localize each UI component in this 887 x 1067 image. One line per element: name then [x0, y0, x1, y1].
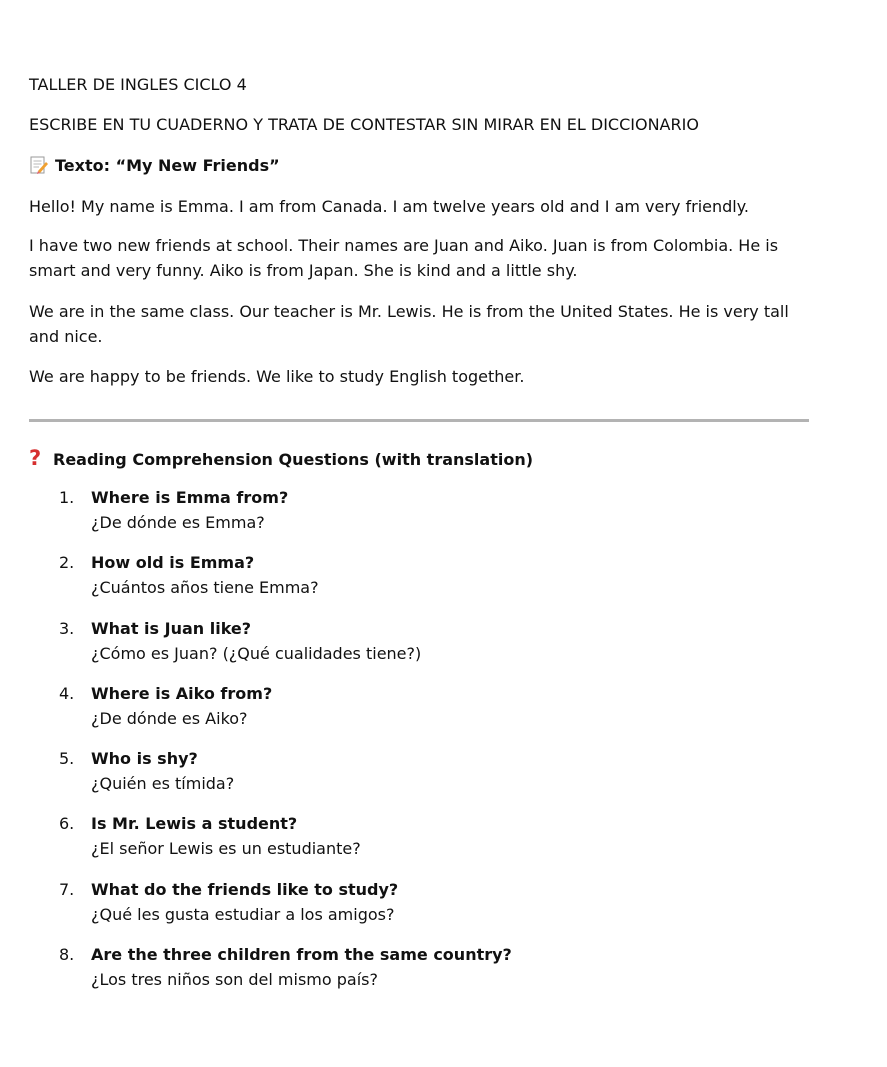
worksheet-title: TALLER DE INGLES CICLO 4 — [29, 75, 247, 94]
question-english: What do the friends like to study? — [91, 879, 399, 899]
question-english: Are the three children from the same country? — [91, 945, 512, 965]
question-item — [29, 550, 819, 615]
question-spanish: ¿Cómo es Juan? (¿Qué cualidades tiene?) — [91, 643, 422, 663]
question-spanish: ¿Quién es tímida? — [91, 774, 235, 794]
reading-paragraph-4: We are happy to be friends. We like to study English together. — [29, 367, 525, 386]
question-number: 7. — [59, 879, 75, 899]
question-number: 4. — [59, 683, 75, 703]
questions-heading — [29, 446, 533, 472]
question-mark-icon: ? — [29, 446, 42, 470]
question-number: 2. — [59, 553, 75, 573]
question-item — [29, 616, 819, 681]
question-item — [29, 746, 819, 811]
question-number: 1. — [59, 488, 75, 507]
question-english: Who is shy? — [91, 749, 198, 769]
section-divider — [29, 419, 809, 422]
instruction-text: ESCRIBE EN TU CUADERNO Y TRATA DE CONTESTAR SIN MIRAR EN EL DICCIONARIO — [29, 115, 699, 134]
question-english: What is Juan like? — [91, 618, 252, 638]
questions-heading-text: Reading Comprehension Questions (with translation) — [53, 450, 534, 469]
question-number: 3. — [59, 618, 75, 638]
question-english: Where is Aiko from? — [91, 683, 273, 703]
memo-icon — [29, 155, 49, 175]
question-item — [29, 877, 819, 942]
question-item — [29, 942, 819, 1007]
reading-heading — [29, 153, 280, 178]
question-english: Is Mr. Lewis a student? — [91, 814, 298, 834]
question-spanish: ¿De dónde es Aiko? — [91, 708, 248, 728]
question-number: 6. — [59, 814, 75, 834]
question-item — [29, 485, 819, 550]
reading-paragraph-1: Hello! My name is Emma. I am from Canada. I am twelve years old and I am very friendly. — [29, 197, 750, 216]
question-number: 8. — [59, 945, 75, 965]
question-spanish: ¿Qué les gusta estudiar a los amigos? — [91, 904, 395, 924]
reading-paragraph-3: We are in the same class. Our teacher is Mr. Lewis. He is from the United States. He is very tall and nice. — [29, 302, 789, 346]
reading-paragraph-2: I have two new friends at school. Their names are Juan and Aiko. Juan is from Colombia. He is smart and very funny. Aiko is from Japan. She is kind and a little shy. — [29, 236, 779, 280]
question-item — [29, 811, 819, 876]
questions-list — [29, 485, 819, 1007]
question-english: Where is Emma from? — [91, 488, 289, 507]
reading-heading-text: Texto: “My New Friends” — [55, 156, 280, 175]
question-spanish: ¿Cuántos años tiene Emma? — [91, 578, 319, 598]
question-spanish: ¿De dónde es Emma? — [91, 513, 265, 532]
question-spanish: ¿Los tres niños son del mismo país? — [91, 970, 378, 990]
question-item — [29, 681, 819, 746]
question-number: 5. — [59, 749, 75, 769]
question-spanish: ¿El señor Lewis es un estudiante? — [91, 839, 361, 859]
question-english: How old is Emma? — [91, 553, 255, 573]
